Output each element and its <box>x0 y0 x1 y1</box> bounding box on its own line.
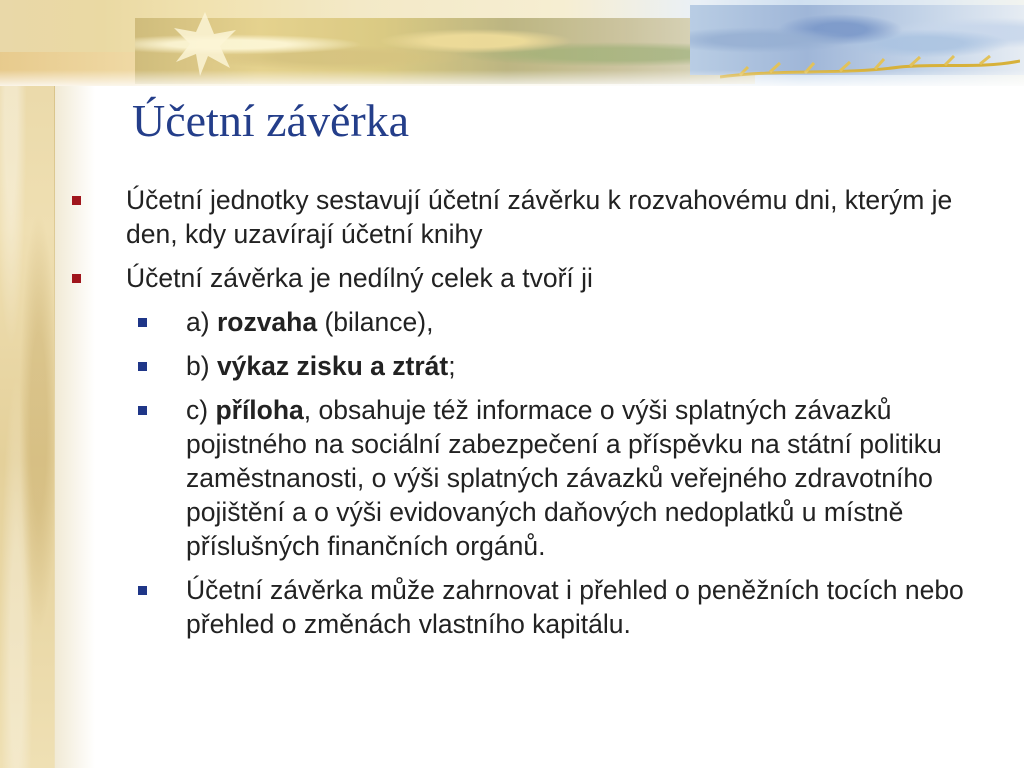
item-suffix: (bilance), <box>317 307 434 337</box>
square-bullet-icon <box>138 406 147 415</box>
bullet-item <box>70 261 1010 295</box>
left-decorative-strip <box>0 0 55 768</box>
slide-content <box>70 183 1010 641</box>
item-bold-term: výkaz zisku a ztrát <box>216 351 449 381</box>
item-prefix: a) <box>186 307 217 337</box>
top-decorative-banner <box>0 0 1024 86</box>
item-suffix: ; <box>448 351 456 381</box>
sub-bullet-text <box>186 393 1010 563</box>
item-suffix: , obsahuje též informace o výši splatných závazků pojistného na sociální zabezpečení a příspěvku na státní politiku zaměstnanosti, o výši splatných závazků veřejného zdravotního pojištění a o výši evidovaných daňových nedoplatků u místně příslušných finančních orgánů. <box>186 395 942 561</box>
sub-bullet-text <box>186 349 1010 383</box>
bullet-item <box>70 183 1010 251</box>
slide-title: Účetní závěrka <box>132 95 410 146</box>
sub-bullet-text: Účetní závěrka může zahrnovat i přehled o peněžních tocích nebo přehled o změnách vlastního kapitálu. <box>186 575 964 639</box>
sub-bullet-item <box>138 305 1010 339</box>
square-bullet-icon <box>72 196 81 205</box>
sub-bullet-item <box>138 393 1010 563</box>
square-bullet-icon <box>138 318 147 327</box>
sub-bullet-text <box>186 305 1010 339</box>
item-prefix: c) <box>186 395 216 425</box>
square-bullet-icon <box>138 586 147 595</box>
banner-white-fade <box>0 70 1024 86</box>
item-bold-term: příloha <box>215 395 304 425</box>
square-bullet-icon <box>72 274 81 283</box>
leaf-icon <box>170 8 240 78</box>
sub-bullet-item <box>138 349 1010 383</box>
square-bullet-icon <box>138 362 147 371</box>
item-bold-term: rozvaha <box>216 307 318 337</box>
bullet-text: Účetní závěrka je nedílný celek a tvoří ji <box>126 263 593 293</box>
sub-bullet-item <box>138 573 1010 641</box>
item-prefix: b) <box>186 351 217 381</box>
bullet-text: Účetní jednotky sestavují účetní závěrku k rozvahovému dni, kterým je den, kdy uzavírají účetní knihy <box>126 185 953 249</box>
